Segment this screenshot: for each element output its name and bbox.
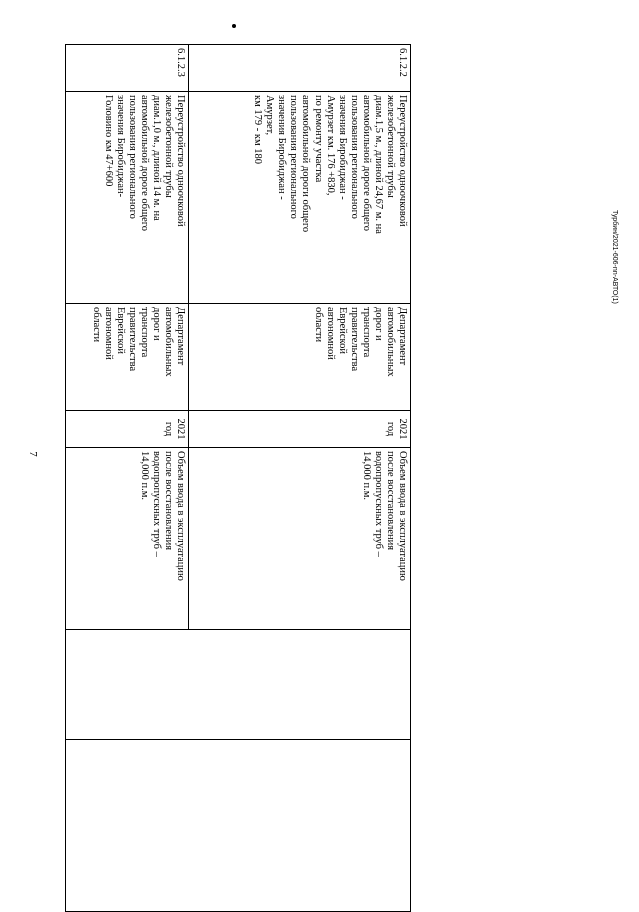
empty-cell: [66, 740, 411, 912]
row-id: 6.1.2.3: [175, 48, 187, 77]
scan-dot: [232, 24, 236, 28]
result-cell: [66, 448, 189, 630]
row-result: Объем ввода в эксплуатацию после восстановления водопропускных труб – 14,000 п.м.: [138, 451, 187, 581]
description-cell: [66, 92, 189, 304]
table-row: [189, 45, 411, 912]
row-result: Объем ввода в эксплуатацию после восстановления водопропускных труб – 14,000 п.м.: [360, 451, 408, 581]
executor-cell: [189, 304, 411, 411]
measures-table: [65, 44, 411, 912]
result-cell: [189, 448, 411, 630]
row-id: 6.1.2.2: [397, 48, 408, 77]
year-cell: [66, 411, 189, 448]
page-number: 7: [26, 451, 39, 457]
row-id-cell: [189, 45, 411, 92]
row-executor: Департамент автомобильных дорог и транспорта правительства Еврейской автономной области: [312, 307, 408, 377]
row-id-cell: [66, 45, 189, 92]
rotated-table-container: [65, 44, 411, 862]
row-year: 2021 год: [384, 418, 408, 440]
executor-cell: [66, 304, 189, 411]
document-code: Турбин/2021-606-nn-АВТО(1): [611, 210, 618, 304]
empty-cell: [66, 630, 411, 740]
row-description: Переустройство одноочковой железобетонной трубы диам.1,0 м., длиной 14 м. на автомобильной дороге общего пользования регионального значения Биробиджан- Головино км 47+600: [102, 95, 187, 232]
row-description: Переустройство одноочковой железобетонной трубы диам.1,5 м., длиной 24,67 м. на автомобильной дороге общего пользования регионального значения Биробиджан - Амурзет км. 176 +830, по ремонту участка автомобильной дороги общего пользования регионального значения Биробиджан - Амурзет, км 179 - км 180: [252, 95, 408, 234]
description-cell: [189, 92, 411, 304]
row-executor: Департамент автомобильных дорог и транспорта правительства Еврейской автономной области: [90, 307, 187, 377]
row-year: 2021 год: [163, 418, 187, 440]
year-cell: [189, 411, 411, 448]
